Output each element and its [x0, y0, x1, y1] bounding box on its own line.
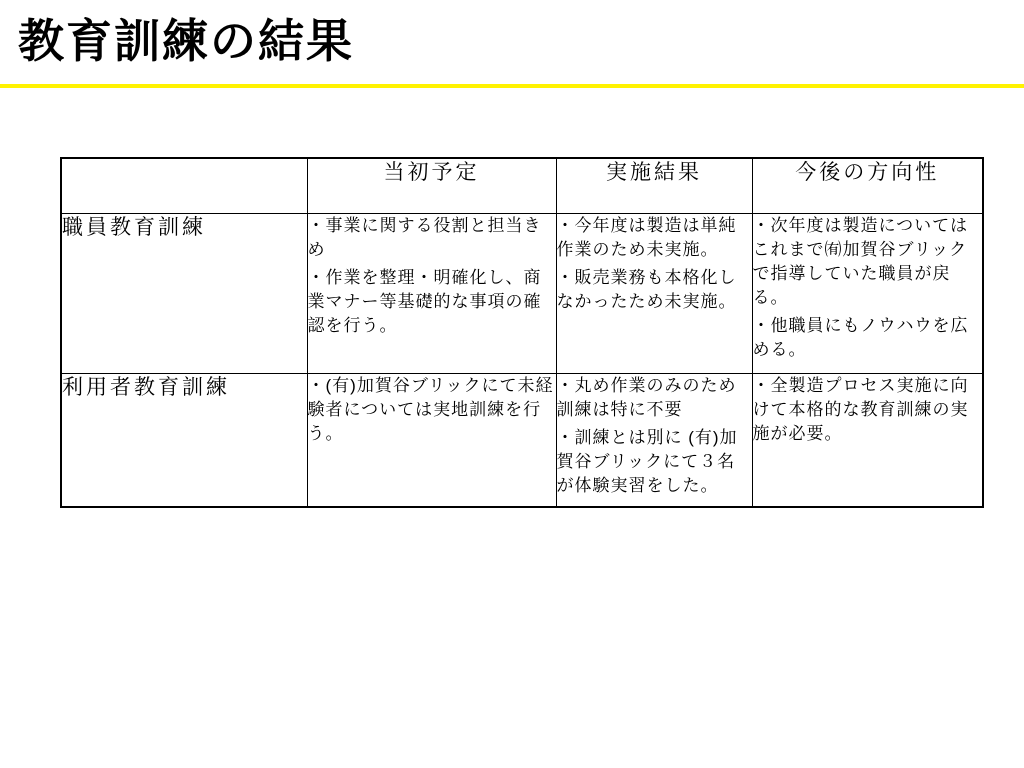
- cell-item: ・今年度は製造は単純作業のため未実施。: [556, 215, 737, 259]
- results-table: [60, 157, 984, 508]
- table-header-corner: [61, 158, 307, 213]
- cell-staff-future-direction: [752, 213, 983, 373]
- cell-user-initial-plan: [307, 373, 556, 507]
- table-row-staff-training: [61, 213, 983, 373]
- table-header-row: [61, 158, 983, 213]
- column-header-results: 実施結果: [556, 158, 752, 213]
- column-header-future-direction: 今後の方向性: [752, 158, 983, 213]
- cell-staff-initial-plan: [307, 213, 556, 373]
- row-label-user-training: 利用者教育訓練: [61, 373, 307, 507]
- slide-title: 教育訓練の結果: [18, 15, 354, 67]
- cell-user-results: [556, 373, 752, 507]
- cell-item: ・事業に関する役割と担当きめ: [307, 215, 542, 259]
- cell-item: ・次年度は製造についてはこれまで㈲加賀谷ブリックで指導していた職員が戻る。: [752, 215, 969, 307]
- cell-item: ・作業を整理・明確化し、商業マナー等基礎的な事項の確認を行う。: [307, 267, 542, 335]
- cell-item: ・(有)加賀谷ブリックにて未経験者については実地訓練を行う。: [307, 375, 554, 443]
- row-label-staff-training: 職員教育訓練: [61, 213, 307, 373]
- cell-item: ・訓練とは別に (有)加賀谷ブリックにて３名が体験実習をした。: [556, 427, 738, 495]
- cell-item: ・全製造プロセス実施に向けて本格的な教育訓練の実施が必要。: [752, 375, 969, 443]
- cell-staff-results: [556, 213, 752, 373]
- cell-item: ・販売業務も本格化しなかったため未実施。: [556, 267, 737, 311]
- table-row-user-training: [61, 373, 983, 507]
- cell-item: ・丸め作業のみのため訓練は特に不要: [556, 375, 737, 419]
- cell-user-future-direction: [752, 373, 983, 507]
- title-underline: [0, 84, 1024, 88]
- column-header-initial-plan: 当初予定: [307, 158, 556, 213]
- cell-item: ・他職員にもノウハウを広める。: [752, 315, 969, 359]
